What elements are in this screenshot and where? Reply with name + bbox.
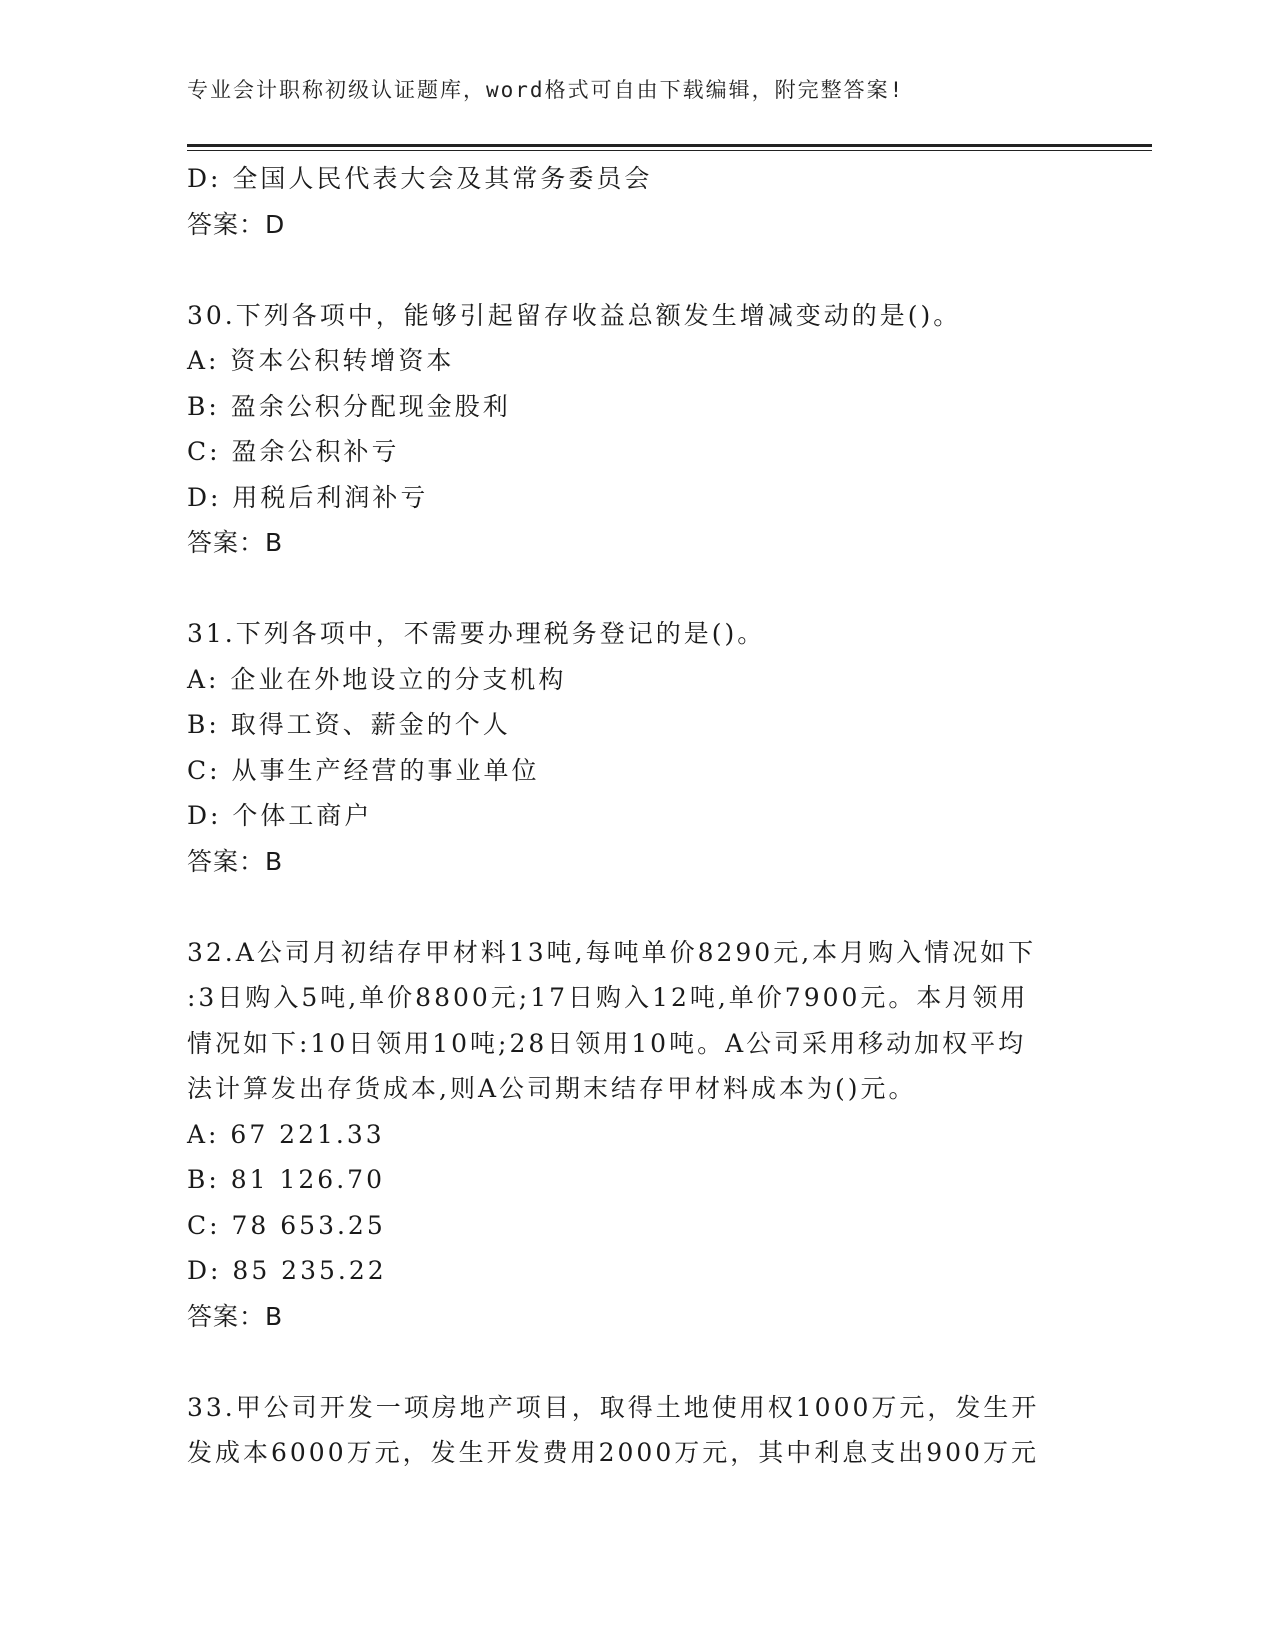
q32-answer: 答案：B xyxy=(187,1301,284,1331)
q31-option-b: B: 取得工资、薪金的个人 xyxy=(187,710,511,739)
header-rule-thin xyxy=(187,150,1152,151)
q32-option-a: A: 67 221.33 xyxy=(187,1119,385,1149)
prev-option-d: D: 全国人民代表大会及其常务委员会 xyxy=(187,164,653,193)
q31-stem: 31.下列各项中，不需要办理税务登记的是()。 xyxy=(187,619,766,648)
q33-stem-line: 33.甲公司开发一项房地产项目，取得土地使用权1000万元，发生开 xyxy=(187,1392,1040,1422)
q32-option-d: D: 85 235.22 xyxy=(187,1256,387,1285)
q33-stem-line: 发成本6000万元，发生开发费用2000万元，其中利息支出900万元 xyxy=(187,1438,1039,1467)
q32-stem-line: :3日购入5吨,单价8800元;17日购入12吨,单价7900元。本月领用 xyxy=(187,983,1029,1012)
q32-stem-line: 32.A公司月初结存甲材料13吨,每吨单价8290元,本月购入情况如下 xyxy=(187,937,1037,967)
q31-option-c: C: 从事生产经营的事业单位 xyxy=(187,755,540,785)
q31-option-a: A: 企业在外地设立的分支机构 xyxy=(187,664,567,694)
page-header: 专业会计职称初级认证题库，word格式可自由下载编辑，附完整答案! xyxy=(187,78,905,102)
q32-option-c: C: 78 653.25 xyxy=(187,1210,386,1240)
header-rule-thick xyxy=(187,144,1152,147)
document-body xyxy=(187,156,1087,1476)
q30-option-b: B: 盈余公积分配现金股利 xyxy=(187,391,511,421)
prev-answer: 答案：D xyxy=(187,209,286,239)
q30-option-a: A: 资本公积转增资本 xyxy=(187,346,455,375)
q30-option-c: C: 盈余公积补亏 xyxy=(187,437,400,466)
q32-stem-line: 法计算发出存货成本,则A公司期末结存甲材料成本为()元。 xyxy=(187,1074,917,1103)
q30-option-d: D: 用税后利润补亏 xyxy=(187,482,429,512)
q31-answer: 答案：B xyxy=(187,846,284,876)
q32-stem-line: 情况如下:10日领用10吨;28日领用10吨。A公司采用移动加权平均 xyxy=(187,1028,1027,1058)
q30-stem: 30.下列各项中，能够引起留存收益总额发生增减变动的是()。 xyxy=(187,300,962,330)
q32-option-b: B: 81 126.70 xyxy=(187,1165,385,1194)
q30-answer: 答案：B xyxy=(187,528,284,557)
q31-option-d: D: 个体工商户 xyxy=(187,801,373,830)
